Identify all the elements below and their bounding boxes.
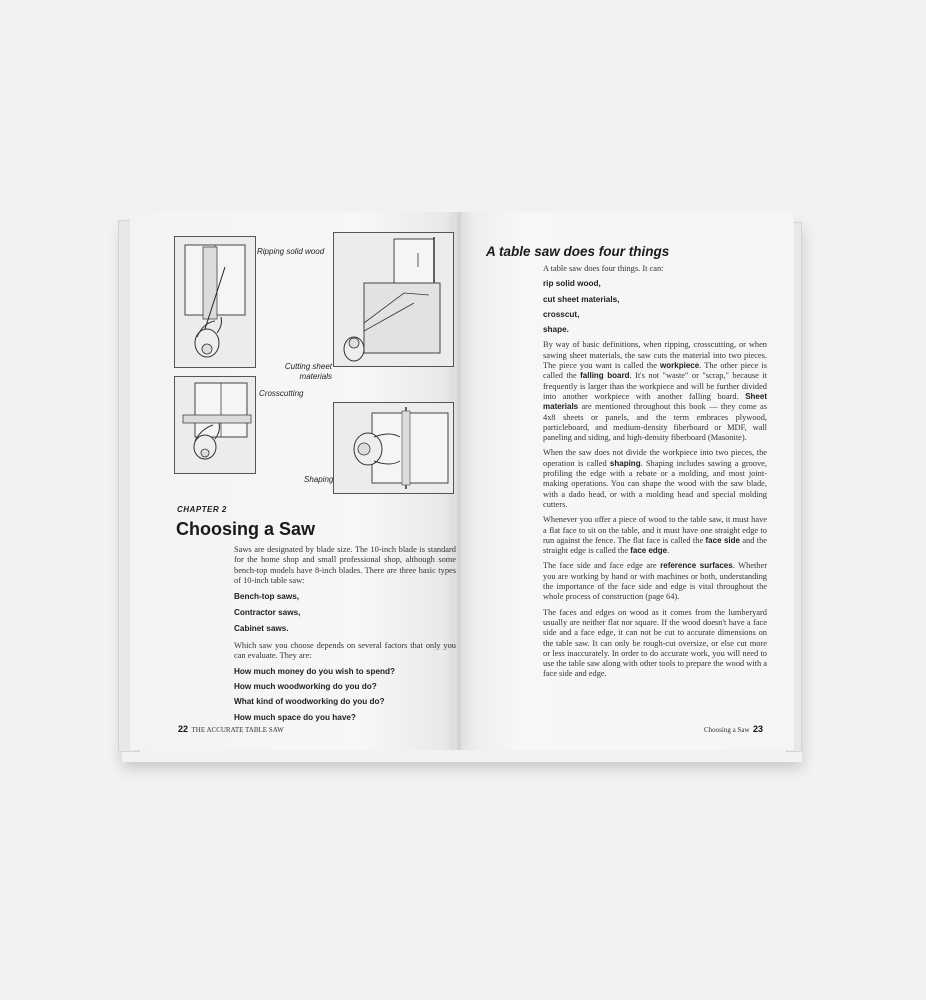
left-folio [178,724,284,734]
lumberyard-paragraph: The faces and edges on wood as it comes from the lumberyard usually are neither flat nor square. If the wood doesn't have a face side and a face edge, it can not be cut to accurate dimensions on the table saw. It can only be rough-cut oversize, or else cut more or less inaccurately. In order to do accurate work, you will need to use the table saw along with other tools to prepare the wood with a face side and edge. [543,607,767,679]
right-running-head: Choosing a Saw [704,726,750,734]
section-title: A table saw does four things [486,244,670,259]
shaping-paragraph: When the saw does not divide the workpiece into two pieces, the operation is called shaping. Shaping includes sawing a groove, profiling the edge with a rebate or a molding, and most joint-making operations. You can shape the wood with the saw blade, with a dado head, or with a molding head and special molding cutters. [543,448,767,509]
reference-paragraph: The face side and face edge are reference surfaces. Whether you are working by hand or with machines or both, understanding the importance of the face side and edge is vital throughout the whole process of construction (page 64). [543,561,767,602]
saw-type-item: Contractor saws, [234,608,301,618]
caption-cutting-sheet: Cutting sheet materials [284,362,332,381]
task-item: cut sheet materials, [543,294,620,304]
book-gutter [455,212,463,750]
chapter-label: CHAPTER 2 [177,505,227,514]
left-running-head: THE ACCURATE TABLE SAW [191,726,284,734]
question-item: How much woodworking do you do? [234,682,377,692]
task-item: crosscut, [543,309,580,319]
definitions-paragraph: By way of basic definitions, when ripping, crosscutting, or when sawing sheet materials, the saw cuts the material into two pieces. The piece you want is called the workpiece. The other piece is called the falling board. It's not "waste" or "scrap," because it frequently is larger than the workpiece and will be further divided into another workpiece with another falling board. Sheet materials are mentioned throughout this book — they come as 4x8 sheets or panels, and the term embraces plywood, particleboard, and medium-density fiberboard or MDF, wall paneling and siding, and high-density fiberboard (Masonite). [543,340,767,443]
question-item: How much space do you have? [234,712,356,722]
shaping-illustration [333,402,454,494]
tasks-intro: A table saw does four things. It can: [543,264,664,273]
intro-paragraph: Saws are designated by blade size. The 10-inch blade is standard for the home shop and small professional shop, although some bench-top models have 8-inch blades. There are three basic types of 10-inch table saw: [234,545,456,586]
ripping-illustration [174,236,256,368]
face-paragraph: Whenever you offer a piece of wood to the table saw, it must have a flat face to sit on the table, and it must have one straight edge to run against the fence. The flat face is called the face side and the straight edge is called the face edge. [543,515,767,556]
question-item: What kind of woodworking do you do? [234,697,385,707]
question-item: How much money do you wish to spend? [234,666,396,676]
crosscutting-illustration [174,376,256,474]
right-page-number: 23 [753,724,764,734]
saw-type-item: Cabinet saws. [234,624,289,634]
task-item: shape. [543,325,569,335]
task-item: rip solid wood, [543,279,601,289]
caption-ripping: Ripping solid wood [257,247,325,256]
cutting-sheet-illustration [333,232,454,367]
left-body-text [234,545,456,728]
caption-crosscutting: Crosscutting [259,389,304,398]
right-body-text [543,264,767,685]
saw-type-item: Bench-top saws, [234,591,300,601]
factors-paragraph: Which saw you choose depends on several factors that only you can evaluate. They are: [234,640,456,661]
chapter-title: Choosing a Saw [176,519,316,539]
right-folio [704,724,763,734]
left-page-number: 22 [178,724,189,734]
caption-shaping: Shaping [304,475,334,484]
